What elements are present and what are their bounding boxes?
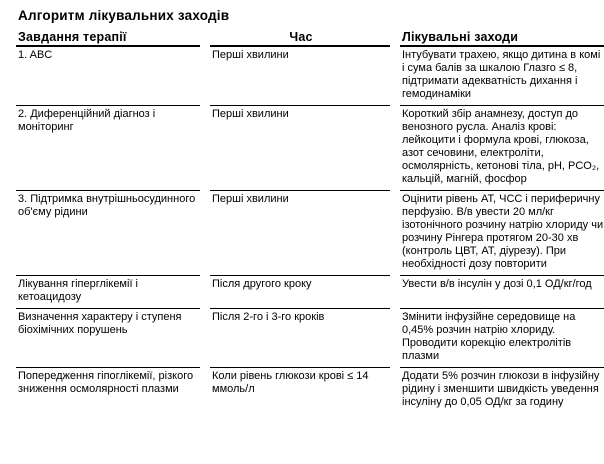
time-cell: Після другого кроку — [210, 276, 390, 309]
time-cell: Коли рівень глюкози крові ≤ 14 ммоль/л — [212, 370, 369, 395]
time-cell: Перші хвилини — [210, 47, 390, 106]
time-cell: Перші хвилини — [210, 106, 390, 191]
table-row — [16, 309, 604, 368]
column-header-time: Час — [210, 30, 390, 47]
treatment-cell: Увести в/в інсулін у дозі 0,1 ОД/кг/год — [400, 276, 604, 309]
time-cell: Після 2-го і 3-го кроків — [210, 309, 390, 368]
treatment-cell: Інтубувати трахею, якщо дитина в комі і сума балів за шкалою Глазго ≤ 8, підтримати адекватність дихання і гемодинаміки — [400, 47, 604, 106]
table-row — [16, 276, 604, 309]
task-cell: 3. Підтримка внутрішньосудинного об'єму рідини — [16, 191, 200, 276]
column-header-task: Завдання терапії — [16, 30, 200, 47]
task-cell: Лікування гіперглікемії і кетоацидозу — [16, 276, 200, 309]
treatment-cell: Змінити інфузійне середовище на 0,45% розчин натрію хлориду. Проводити корекцію електролітів плазми — [400, 309, 604, 368]
task-cell: 2. Диференційний діагноз і моніторинг — [16, 106, 200, 191]
task-cell: Попередження гіпоглікемії, різкого зниження осмолярності плазми — [18, 370, 194, 395]
treatment-cell: Оцінити рівень АТ, ЧСС і периферичну перфузію. В/в увести 20 мл/кг ізотонічного розчину натрію хлориду чи розчину Рінгера протягом 20-30 хв (контроль ЦВТ, АТ, діурезу). При необхідності дозу повторити — [400, 191, 604, 276]
treatment-cell: Короткий збір анамнезу, доступ до венозного русла. Аналіз крові: лейкоцити і формула крові, глюкоза, азот сечовини, електроліти, осмолярність, кетонові тіла, pH, PCO₂, кальцій, магній, фосфор — [400, 106, 604, 191]
table-row — [16, 368, 604, 413]
time-cell: Перші хвилини — [210, 191, 390, 276]
table-header-row — [16, 30, 604, 47]
task-cell: 1. ABC — [16, 47, 200, 106]
task-cell: Визначення характеру і ступеня біохімічних порушень — [16, 309, 200, 368]
table-row — [16, 47, 604, 106]
treatment-cell: Додати 5% розчин глюкози в інфузійну рідину і зменшити швидкість уведення інсуліну до 0,05 ОД/кг за годину — [402, 370, 600, 408]
page-title: Алгоритм лікувальних заходів — [18, 8, 230, 23]
table-row — [16, 106, 604, 191]
column-header-treatment: Лікувальні заходи — [400, 30, 604, 47]
table-row — [16, 191, 604, 276]
treatment-algorithm-table — [6, 30, 604, 413]
